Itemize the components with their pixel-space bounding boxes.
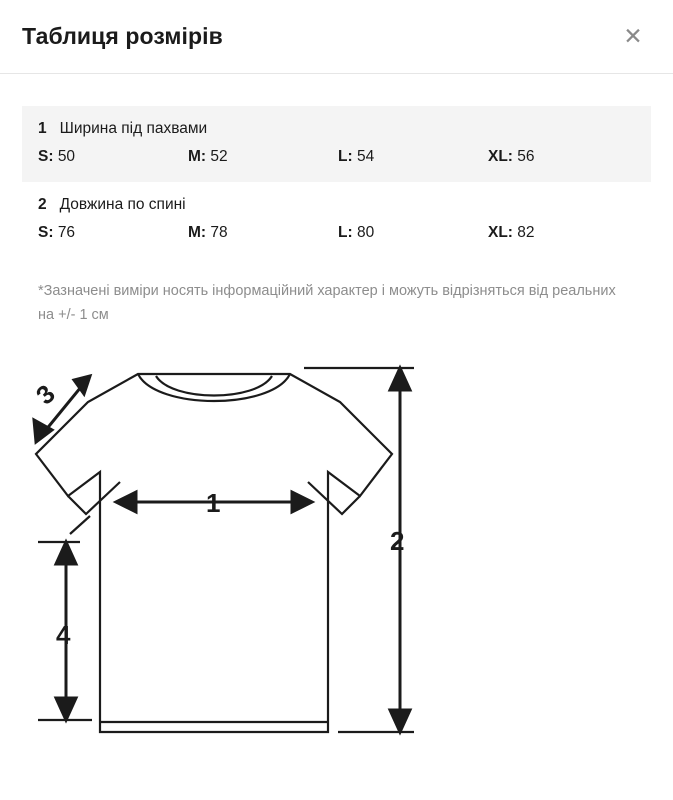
tshirt-outline bbox=[36, 374, 392, 732]
size-cell-l bbox=[338, 148, 488, 166]
size-label-m: M: bbox=[188, 224, 207, 241]
size-label-s: S: bbox=[38, 148, 54, 165]
size-value-xl: 56 bbox=[517, 148, 535, 165]
size-label-l: L: bbox=[338, 224, 353, 241]
tshirt-sleeve-hem-right bbox=[308, 482, 360, 514]
measurement-row-2 bbox=[22, 182, 651, 258]
size-cell-s bbox=[38, 148, 188, 166]
size-value-s: 50 bbox=[57, 148, 76, 165]
tshirt-diagram-svg bbox=[28, 354, 668, 774]
size-label-m: M: bbox=[188, 148, 207, 165]
tshirt-collar-outer bbox=[138, 374, 290, 401]
size-cell-m bbox=[188, 148, 338, 166]
arrow-head-length-bottom bbox=[390, 710, 410, 732]
measurement-name: Ширина під пахвами bbox=[59, 120, 208, 137]
diagram-label-side: 4 bbox=[56, 619, 71, 650]
page-title: Таблиця розмірів bbox=[22, 23, 223, 49]
modal-body bbox=[0, 74, 673, 774]
measurement-note: *Зазначені виміри носять інформаційний характер і можуть відрізняться від реальних на +/- 1 см bbox=[38, 283, 616, 323]
measurement-sizes bbox=[38, 224, 635, 242]
size-label-xl: XL: bbox=[488, 148, 513, 165]
arrow-head-side-bottom bbox=[56, 698, 76, 720]
diagram-label-chest: 1 bbox=[206, 487, 221, 518]
size-cell-xl bbox=[488, 224, 638, 242]
measurement-head bbox=[38, 196, 635, 214]
size-label-s: S: bbox=[38, 224, 54, 241]
guide-line-side-sleeve bbox=[70, 516, 90, 534]
size-value-xl: 82 bbox=[517, 224, 535, 241]
measurement-name: Довжина по спині bbox=[59, 196, 186, 213]
size-value-m: 52 bbox=[210, 148, 228, 165]
modal-header bbox=[0, 0, 673, 74]
arrow-head-shoulder-start bbox=[34, 420, 52, 442]
close-icon[interactable]: ✕ bbox=[619, 23, 647, 51]
measurement-row-1 bbox=[22, 106, 651, 182]
tshirt-diagram bbox=[22, 354, 651, 774]
measurement-number: 2 bbox=[38, 196, 47, 213]
arrow-head-chest-right bbox=[292, 492, 312, 512]
size-value-l: 54 bbox=[356, 148, 375, 165]
tshirt-sleeve-hem-left bbox=[68, 482, 120, 514]
arrow-head-length-top bbox=[390, 368, 410, 390]
size-cell-s bbox=[38, 224, 188, 242]
arrow-head-chest-left bbox=[116, 492, 136, 512]
diagram-label-shoulder: 3 bbox=[29, 378, 61, 411]
size-value-l: 80 bbox=[356, 224, 375, 241]
size-cell-l bbox=[338, 224, 488, 242]
measurement-sizes bbox=[38, 148, 635, 166]
size-value-s: 76 bbox=[57, 224, 76, 241]
size-cell-xl bbox=[488, 148, 638, 166]
size-cell-m bbox=[188, 224, 338, 242]
size-value-m: 78 bbox=[210, 224, 228, 241]
size-label-xl: XL: bbox=[488, 224, 513, 241]
diagram-label-length: 2 bbox=[390, 525, 405, 556]
tshirt-collar-inner bbox=[156, 376, 272, 396]
arrow-head-side-top bbox=[56, 542, 76, 564]
measurement-number: 1 bbox=[38, 120, 47, 137]
measurement-head bbox=[38, 120, 635, 138]
size-label-l: L: bbox=[338, 148, 353, 165]
